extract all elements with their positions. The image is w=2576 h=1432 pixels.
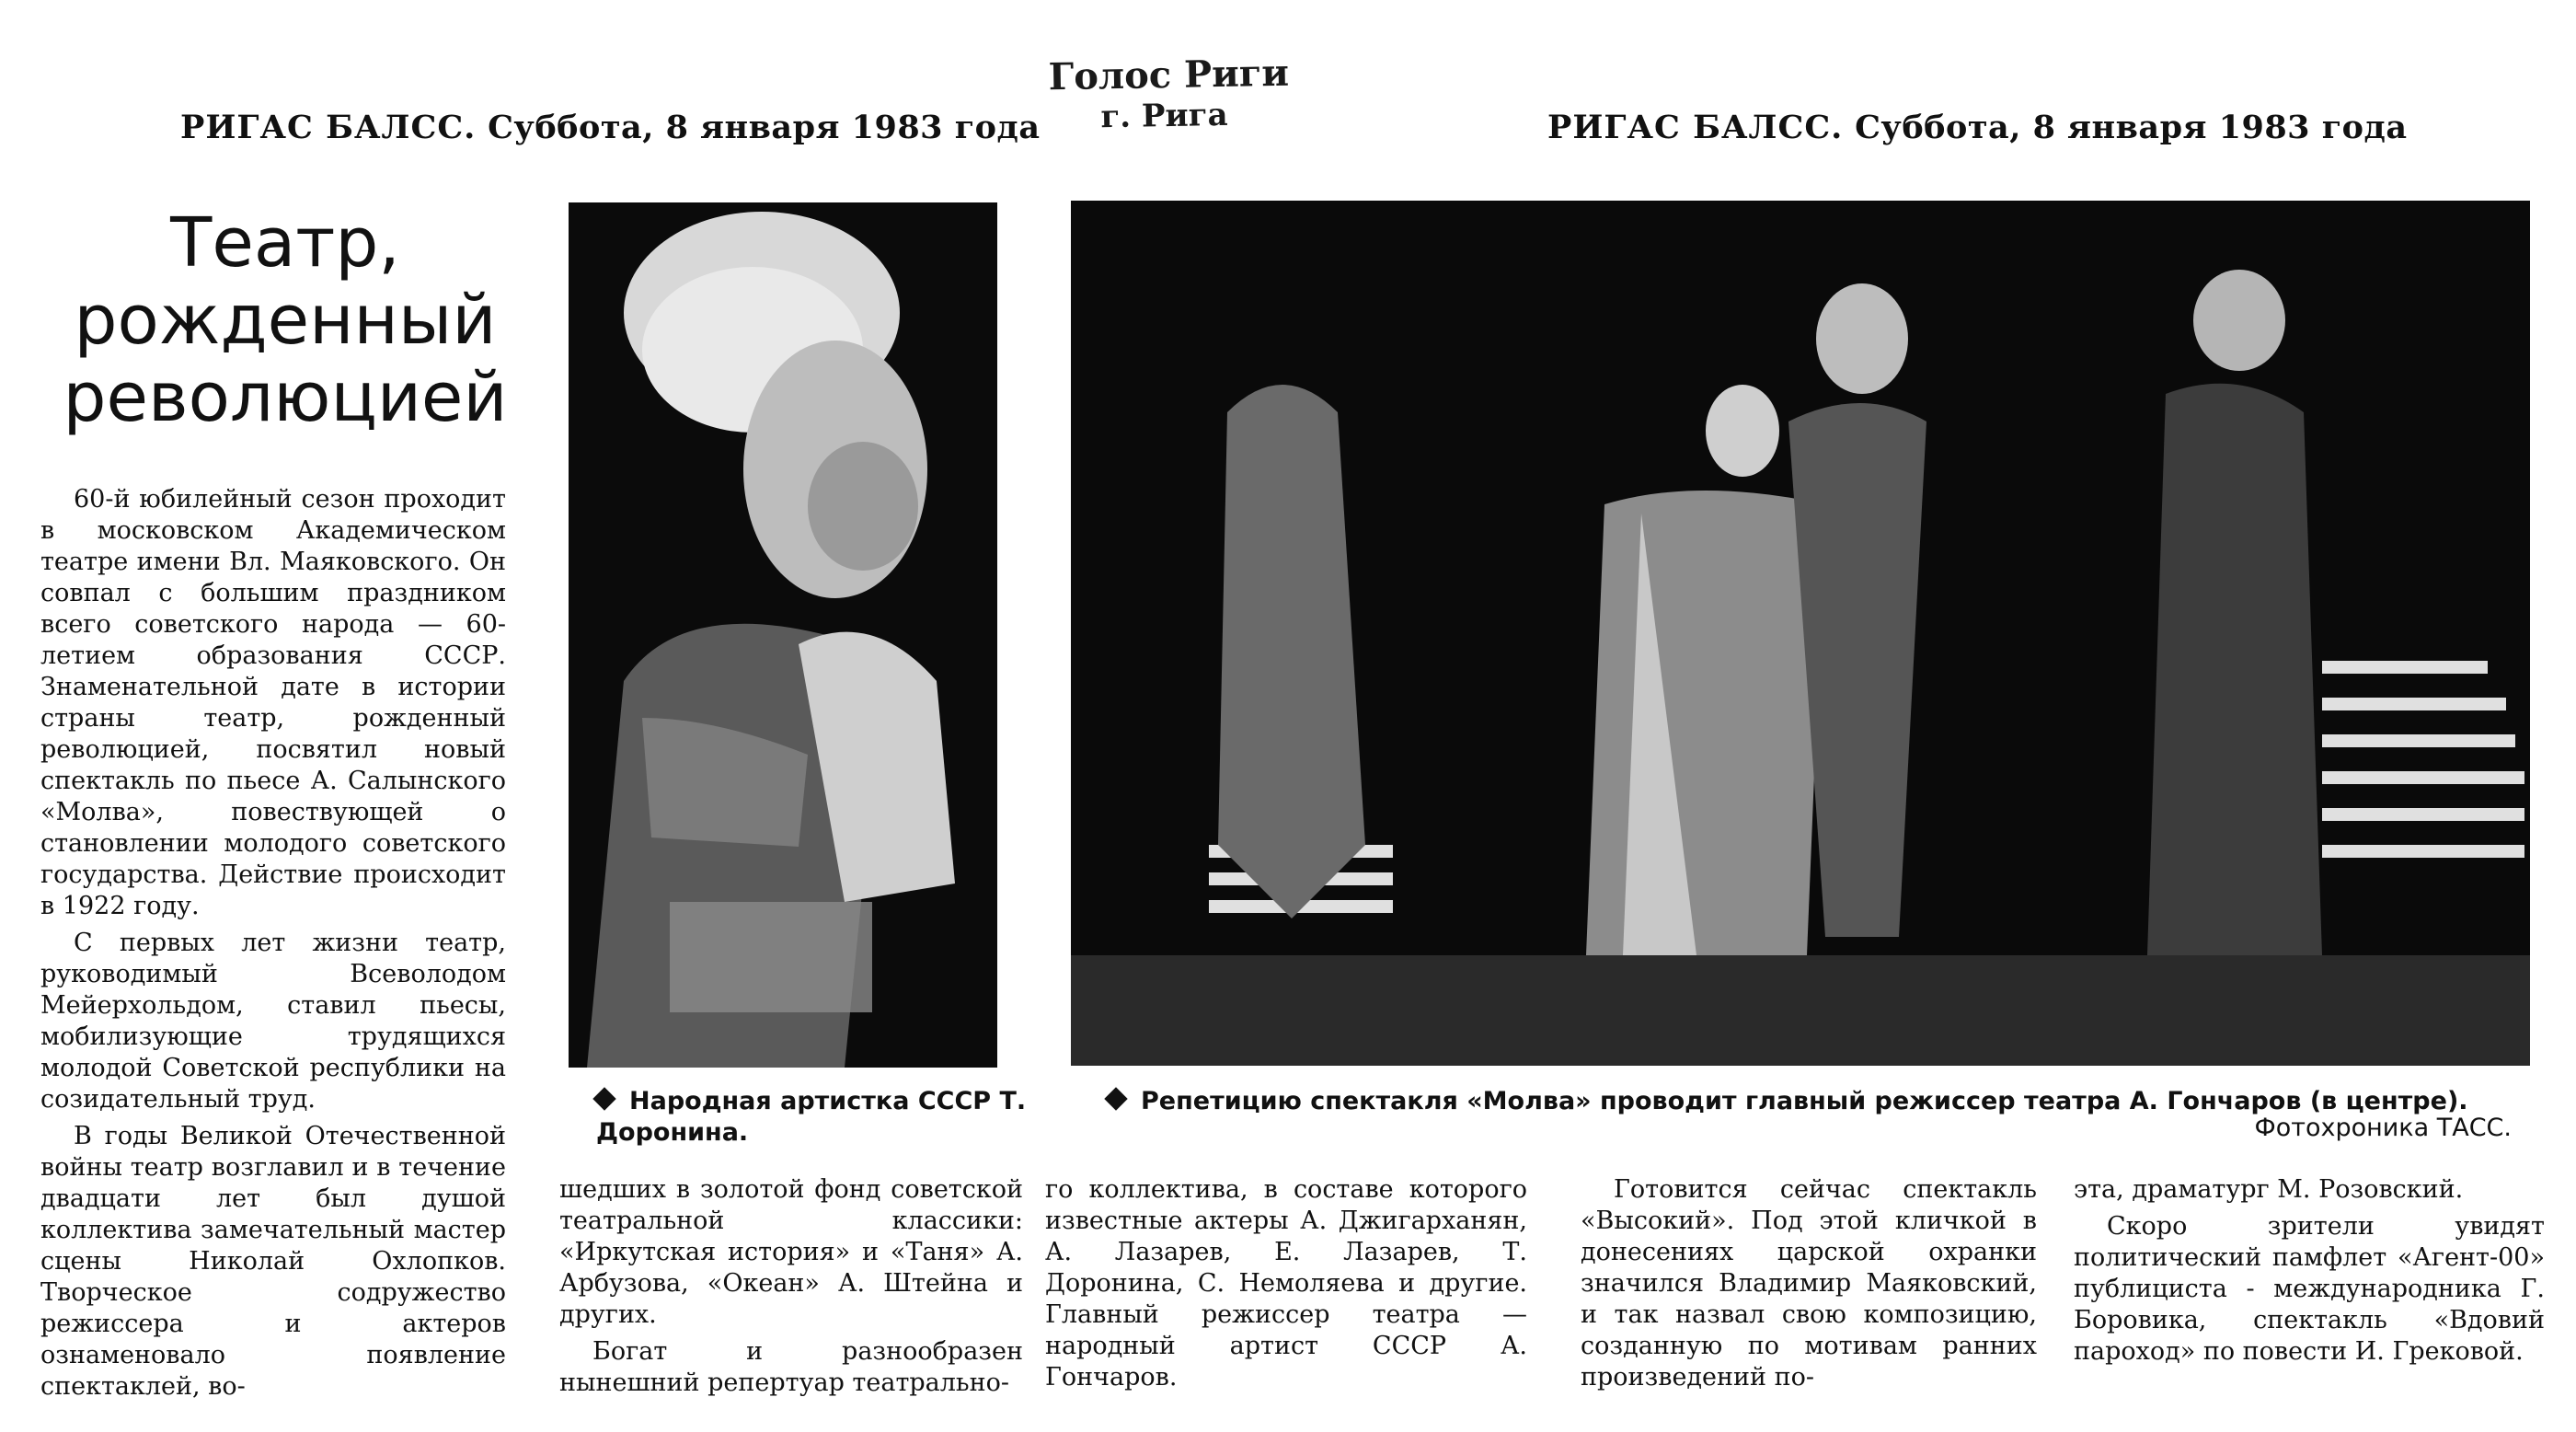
stage-caption-text: Репетицию спектакля «Молва» проводит главный режиссер театра А. Гончаров (в центре). <box>1141 1087 2468 1115</box>
paragraph: Богат и разнообразен нынешний репертуар театрально- <box>559 1337 1023 1397</box>
paragraph: Готовится сейчас спектакль «Высокий». Под этой кличкой в донесениях царской охранки значился Владимир Маяковский, и так назвал свою композицию, созданную по мотивам ранних произведений по- <box>1581 1175 2037 1392</box>
headline-line-3: революцией <box>63 358 508 437</box>
paragraph: го коллектива, в составе которого известные актеры А. Джигарханян, А. Лазарев, Е. Лазарев, Т. Доронина, С. Немоляева и другие. Главный режиссер театра — народный артист СССР А. Гончаров. <box>1045 1175 1527 1392</box>
right-masthead <box>1547 109 2408 146</box>
paragraph: шедших в золотой фонд советской театральной классики: «Иркутская история» и «Таня» А. Арбузова, «Океан» А. Штейна и других. <box>559 1175 1023 1329</box>
paragraph: Скоро зрители увидят политический памфлет «Агент-00» публициста - международника Г. Боровика, спектакль «Вдовий пароход» по повести И. Грековой. <box>2074 1212 2545 1366</box>
masthead-date: Суббота, 8 января 1983 года <box>1855 109 2408 146</box>
masthead-publication: РИГАС БАЛСС. <box>1547 109 1844 146</box>
paragraph: 60-й юбилейный сезон проходит в московском Академическом театре имени Вл. Маяковского. Он совпал с большим праздником всего советского народа — 60-летием образования СССР. Знаменательной дате в истории страны театр, рожденный революцией, посвятил новый спектакль по пьесе А. Салынского «Молва», повествующей о становлении молодого советского государства. Действие происходит в 1922 году. <box>40 485 506 920</box>
stage-caption <box>1108 1086 2543 1117</box>
portrait-caption-text: Народная артистка СССР Т. Доронина. <box>596 1087 1027 1147</box>
left-masthead <box>180 109 1041 146</box>
portrait-caption <box>596 1086 1038 1149</box>
stamp-line-1: Голос Риги <box>1048 51 1290 99</box>
caption-bullet-icon <box>1104 1087 1127 1110</box>
headline-line-2: рожденный <box>74 281 497 360</box>
archive-stamp <box>1048 53 1290 139</box>
portrait-image <box>569 202 997 1068</box>
paragraph: В годы Великой Отечественной войны театр возглавил и в течение двадцати лет был душой коллектива замечательный мастер сцены Николай Охлопков. Творческое содружество режиссера и актеров ознаменовало появление спектаклей, во- <box>40 1122 506 1401</box>
article-column-3 <box>1045 1174 1527 1399</box>
stamp-line-2: г. Рига <box>1100 96 1228 136</box>
portrait-photo <box>569 202 997 1068</box>
article-headline <box>37 204 534 436</box>
paragraph: С первых лет жизни театр, руководимый Всеволодом Мейерхольдом, ставил пьесы, мобилизующие трудящихся молодой Советской республики на созидательный труд. <box>40 929 506 1114</box>
caption-bullet-icon <box>592 1087 615 1110</box>
article-column-4 <box>1581 1174 2037 1399</box>
masthead-date: Суббота, 8 января 1983 года <box>488 109 1041 146</box>
article-column-1 <box>40 484 506 1408</box>
masthead-publication: РИГАС БАЛСС. <box>180 109 477 146</box>
stage-photo <box>1071 201 2530 1066</box>
article-column-2 <box>559 1174 1023 1404</box>
headline-line-1: Театр, <box>170 203 400 283</box>
photo-credit: Фотохроника ТАСС. <box>2254 1114 2512 1142</box>
article-column-5 <box>2074 1174 2545 1373</box>
stage-image <box>1071 201 2530 1066</box>
paragraph: эта, драматург М. Розовский. <box>2074 1175 2464 1204</box>
